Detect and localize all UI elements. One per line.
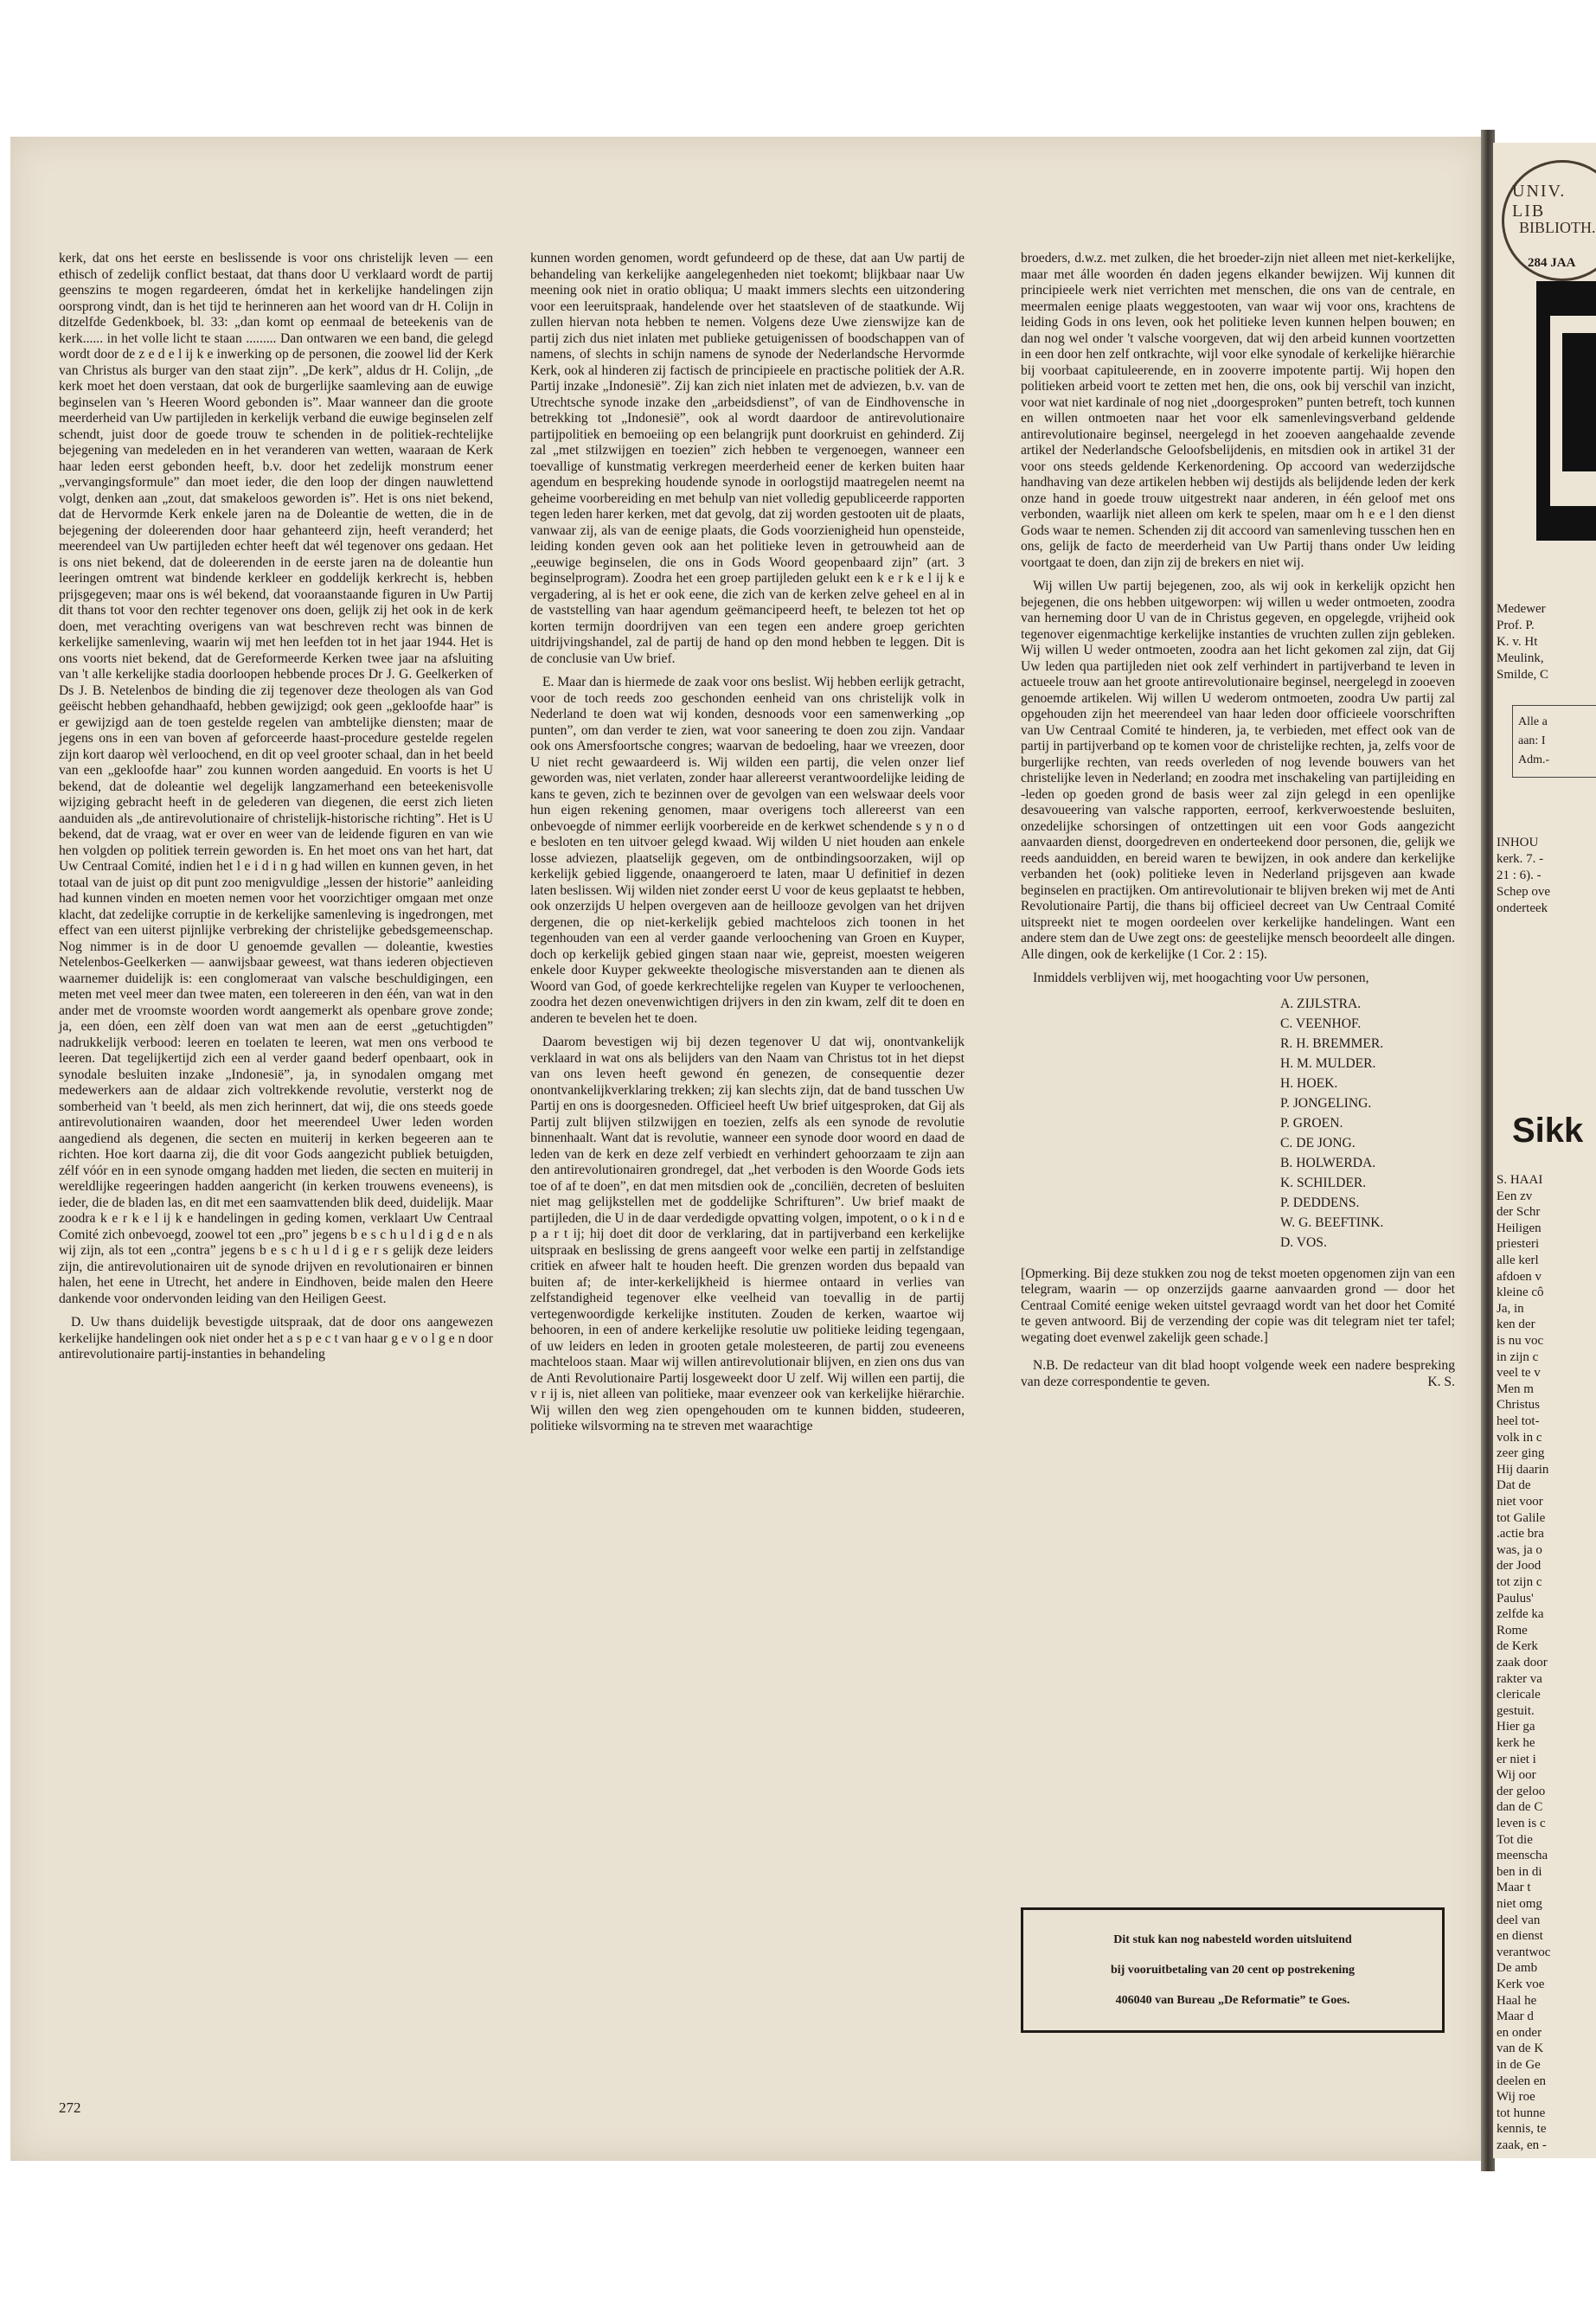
masthead-number: 284 JAA bbox=[1528, 256, 1576, 270]
text-fragment: der Jood bbox=[1497, 1559, 1542, 1574]
text-fragment: Haal he bbox=[1497, 1993, 1537, 2008]
editorial-remark: [Opmerking. Bij deze stukken zou nog de tekst moeten opgenomen zijn van een telegram, waarin — op onzerzijds gaarne aanvaarden grond — door het Centraal Comité eenige weken uitstel gevraagd wordt van het door het Comité te geven antwoord. Bij de verzending der copie was dit telegram niet ter tafel; wegating doet evenwel zakelijk geen schade.] bbox=[1021, 1266, 1455, 1345]
text-fragment: tot Galile bbox=[1497, 1510, 1546, 1525]
text-fragment: clericale bbox=[1497, 1688, 1541, 1702]
text-fragment: Dat de bbox=[1497, 1478, 1531, 1493]
text-fragment: kennis, te bbox=[1497, 2122, 1547, 2137]
signatory: H. M. MULDER. bbox=[1280, 1055, 1376, 1071]
text-fragment: Medewer bbox=[1497, 602, 1546, 616]
text-fragment: verantwoc bbox=[1497, 1945, 1551, 1959]
text-fragment: was, ja o bbox=[1497, 1542, 1542, 1557]
text-fragment: leven is c bbox=[1497, 1817, 1546, 1830]
text-fragment: Ja, in bbox=[1497, 1301, 1524, 1316]
paragraph: Daarom bevestigen wij bij dezen tegenover U dat wij, onontvankelijk verklaard in wat ons als belijders van den Naam van Christus tot in het diepst van ons leven heeft gewond én genezen, de consequentie dezer onontvankelijkverklaring trekken; zij kan slechts zijn, dat de band tusschen Uw Partij en ons is doorgesneden. Officieel heeft Uw brief uitgesproken, dat Gij als Partij zult blijven stilzwijgen en toezien, zelfs als een synode de revolutie binnenhaalt. Want dat is revolutie, wanneer een synode door woord en daad de leden van de kerk en deze zelf verbiedt en verhindert gehoorzaam te zijn aan den antirevolutionairen grondregel, dat „het verboden is den Woorde Gods iets toe of af te doen”, en dat men mitsdien ook de „conciliën, decreten of besluiten niet mag gelijkstellen met de goddelijke Schrifturen”. Uw brief maakt de partijleden, die U in de daar verdedigde opvatting volgen, impotent, o o k i n d e p a r t ij; hij doet dit door de verklaring, dat in partijverband een kerkelijke uitspraak en beslissing de grens aangeeft voor welke een partij in zelfstandige critiek en afweer halt te houden heeft. Die grenzen worden dus bepaald van buiten af; de inter-kerkelijkheid is hiermee ontaard in verlies van zelfstandigheid tegenover elke veelheid van toevallig in de partij vertegenwoordigde kerkelijke instituten. Zouden de kerken, waartoe wij behooren, in een of andere kerkelijke resolutie uw politieke leiding tegengaan, of uw leiders en leden in grooten getale molesteeren, de partij zou eveneens machteloos staan. Maar wij willen antirevolutionair blijven, en zien ons dus van de Anti Revolutionaire Partij losgeweekt door U zelf. Wij willen een partij, die v r ij is, niet alleen van politieke, maar evenzeer ook van kerkelijke hiërarchie. Wij willen den weg zien opengehouden om te kunnen bidden, studeeren, politieke wilsvorming na te streven met waarachtige bbox=[530, 1035, 965, 1433]
text-fragment: Hij daarin bbox=[1497, 1462, 1549, 1477]
editor-note bbox=[1021, 1358, 1455, 1390]
text-fragment: alle kerl bbox=[1497, 1253, 1539, 1267]
text-fragment: Hier ga bbox=[1497, 1720, 1535, 1734]
editor-note-text: N.B. De redacteur van dit blad hoopt volgende week een nadere bespreking van deze correspondentie te geven. bbox=[1021, 1358, 1455, 1389]
text-fragment: tot hunne bbox=[1497, 2106, 1546, 2120]
text-fragment: Rome bbox=[1497, 1623, 1528, 1638]
subscription-box bbox=[1512, 705, 1596, 778]
text-fragment: in zijn c bbox=[1497, 1349, 1539, 1364]
text-fragment: zaak door bbox=[1497, 1656, 1548, 1670]
text-fragment: .actie bra bbox=[1497, 1527, 1544, 1541]
text-column-1 bbox=[59, 251, 493, 1363]
text-fragment: zeer ging bbox=[1497, 1446, 1545, 1461]
text-fragment: meenscha bbox=[1497, 1849, 1548, 1863]
text-fragment: kerk he bbox=[1497, 1736, 1535, 1750]
text-fragment: volk in c bbox=[1497, 1430, 1542, 1445]
text-fragment: Maar d bbox=[1497, 2009, 1534, 2024]
text-fragment: niet voor bbox=[1497, 1495, 1543, 1509]
text-fragment: Wij oor bbox=[1497, 1768, 1536, 1783]
stamp-text: BIBLIOTH. bbox=[1519, 219, 1596, 236]
text-fragment: in de Ge bbox=[1497, 2058, 1541, 2072]
text-fragment: rakter va bbox=[1497, 1671, 1542, 1686]
text-fragment: Maar t bbox=[1497, 1881, 1531, 1895]
text-fragment: kleine cô bbox=[1497, 1285, 1544, 1300]
text-fragment: niet omg bbox=[1497, 1897, 1542, 1911]
text-fragment: Adm.- bbox=[1518, 753, 1550, 766]
signatory-list bbox=[1280, 994, 1455, 1253]
text-fragment: van de K bbox=[1497, 2041, 1544, 2056]
order-notice-box bbox=[1021, 1907, 1445, 2033]
text-fragment: is nu voc bbox=[1497, 1334, 1544, 1348]
text-fragment: Prof. P. bbox=[1497, 619, 1535, 632]
signatory: K. SCHILDER. bbox=[1280, 1175, 1367, 1190]
text-fragment: ken der bbox=[1497, 1317, 1535, 1332]
text-fragment: Wij roe bbox=[1497, 2090, 1535, 2105]
notice-line: bij vooruitbetaling van 20 cent op postrekening bbox=[1110, 1964, 1356, 1977]
text-fragment: tot zijn c bbox=[1497, 1575, 1542, 1589]
text-fragment: deel van bbox=[1497, 1913, 1541, 1927]
text-fragment: Tot die bbox=[1497, 1832, 1533, 1847]
text-fragment: aan: I bbox=[1518, 734, 1546, 747]
notice-line: 406040 van Bureau „De Reformatie” te Goes. bbox=[1115, 1994, 1350, 2007]
text-fragment: De amb bbox=[1497, 1961, 1538, 1976]
text-fragment: der Schr bbox=[1497, 1205, 1541, 1220]
text-fragment: kerk. 7. - bbox=[1497, 852, 1544, 866]
text-fragment: S. HAAI bbox=[1497, 1173, 1543, 1187]
text-fragment: Men m bbox=[1497, 1381, 1534, 1396]
article-heading: Sikk bbox=[1512, 1112, 1584, 1150]
text-fragment: en onder bbox=[1497, 2025, 1542, 2040]
text-fragment: zelfde ka bbox=[1497, 1607, 1544, 1622]
text-fragment: Christus bbox=[1497, 1398, 1541, 1413]
text-fragment: heel tot- bbox=[1497, 1414, 1540, 1428]
text-fragment: K. v. Ht bbox=[1497, 635, 1538, 649]
text-fragment: Kerk voe bbox=[1497, 1977, 1545, 1991]
masthead-logo bbox=[1536, 281, 1596, 541]
page-number: 272 bbox=[59, 2099, 81, 2116]
signatory: C. VEENHOF. bbox=[1280, 1016, 1362, 1031]
text-fragment: de Kerk bbox=[1497, 1639, 1538, 1654]
paragraph: broeders, d.w.z. met zulken, die het broeder-zijn niet alleen met niet-kerkelijke, maar met álle woorden én daden jegens elkander bewijzen. Wij kunnen dit principieele werk niet verrichten met menschen, die ons van de centrale, en meermalen eenige plaats weggestooten, van waar wij voor ons, krachtens de leiding Gods in ons leven, ook het politieke leven kunnen helpen bouwen; en dan nog wel onder 't valsche voorgeven, dat wij den arbeid kunnen voortzetten in een door hen zelf ontkrachte, wijl voor elke synodale of kerkelijke hiërarchie bij voorbaat capituleerende, en in zooverre impotente partij. Wij hopen den politieken arbeid voort te zetten met hen, die ons, ook bij verschil van inzicht, voor wat niet kardinale of nog niet „doorgesproken” punten betreft, toch kunnen en willen ontmoeten naar het voor elk samenlevingsverband geldende antirevolutionaire beginsel, neergelegd in het zooeven aangehaalde zevende artikel der Nederlandsche Geloofsbelijdenis, en mitsdien ook in artikel 31 der voor ons steeds geldende Kerkenordening. Op accoord van wederzijdsche handhaving van deze artikelen hebben wij destijds als belijdende leden der kerk onze hand in goede trouw uitgestrekt naar anderen, in één geloof met ons verbonden, waarlijk niet alleen om kerk te spelen, maar om h e e l den dienst Gods waar te nemen. Schenden zij dit accoord van samenleving tusschen hen en ons, gelijk de facto de meerderheid van Uw Partij thans onder Uw leiding voortgaat te doen, dan zijn zij de brekers en niet wij. bbox=[1021, 251, 1455, 570]
signatory: R. H. BREMMER. bbox=[1280, 1035, 1384, 1051]
text-fragment: Meulink, bbox=[1497, 651, 1544, 665]
text-fragment: er niet i bbox=[1497, 1752, 1536, 1766]
text-fragment: dan de C bbox=[1497, 1800, 1543, 1815]
text-fragment: Schep ove bbox=[1497, 885, 1551, 899]
text-fragment: Smilde, C bbox=[1497, 668, 1549, 682]
text-fragment: Alle a bbox=[1518, 715, 1548, 728]
signatory: P. JONGELING. bbox=[1280, 1095, 1372, 1111]
paragraph: D. Uw thans duidelijk bevestigde uitspraak, dat de door ons aangewezen kerkelijke handelingen ook niet onder het a s p e c t van haar g e v o l g e n door antirevolutionaire partij-instanties in behandeling bbox=[59, 1315, 493, 1362]
text-fragment: en dienst bbox=[1497, 1929, 1543, 1944]
paragraph: Wij willen Uw partij bejegenen, zoo, als wij ook in kerkelijk opzicht hen bejegenen, die ons hebben uitgeworpen: wij willen u weder ontmoeten, zoodra van herneming door U van de in Christus gegeven, en opgelegde, vrijheid ook tegenover eigenmachtige kerkelijke instanties de vruchten zullen zijn gebleken. Wij willen U weder ontmoeten, zoodra aan het licht gekomen zal zijn, dat Gij Uw leden qua partijleden niet ook zelf verhindert in partijverband te leven in actueele trouw aan het groote antirevolutionaire beginsel, neergelegd in zooeven genoemde artikelen. Wij willen U wederom ontmoeten, zoodra Uw partij zal opgehouden zijn het meerendeel van haar leden door officieele voorschriften van Uw Centraal Comité te hinderen, ja, te verbieden, met effect ook van de partij in partijverband op te komen voor de christelijke rechten, ja, zelfs voor de burgerlijke rechten, van reeds overleden of nog levende bouwers van het christelijke leven in Nederland; en zoodra met inschakeling van partijleiding en -leden op goeden grond de basis weer zal zijn gelegd in een openlijke desavoueering van valsche rapporten, eerroof, kerkverwoestende besluiten, onzedelijke schorsingen of ontzettingen uit een voor Gods aangezicht aanvaarden dienst, doorgedreven en onderteekend door personen, die, gelijk we reeds aanduidden, en bereid waren te bewijzen, in ook andere dan kerkelijke verbanden het (ook) politieke leven in Nederland prijsgeven aan kwade beginselen en practijken. Om antirevolutionair te blijven breken wij met de Anti Revolutionaire Partij, die thans bij officieel decreet van Uw Centraal Comité uitspreekt niet te mogen oordeelen over kerkelijke handelingen. Want een andere stem dan de Uwe zegt ons: de geestelijke mensch beoordeelt alle dingen. Alle dingen, ook de kerkelijke (1 Cor. 2 : 15). bbox=[1021, 579, 1455, 962]
text-fragment: gestuit. bbox=[1497, 1703, 1535, 1718]
next-page-edge bbox=[1493, 143, 1596, 2158]
signatory: P. GROEN. bbox=[1280, 1115, 1343, 1131]
text-fragment: 21 : 6). - bbox=[1497, 868, 1542, 882]
text-fragment: deelen en bbox=[1497, 2073, 1547, 2088]
paragraph: kunnen worden genomen, wordt gefundeerd op de these, dat aan Uw partij de behandeling van kerkelijke aangelegenheden niet toekomt; blijkbaar naar Uw meening ook niet in oratio obliqua; U maakt immers slechts een uitzondering voor een leeruitspraak, handelende over het staatsleven of de staatkunde. Wij zullen hiervan nota hebben te nemen. Volgens deze Uwe zienswijze kan de partij zich dus niet inlaten met publieke getuigenissen of boodschappen van of namens, of slechts in schijn namens de synode der Nederlandsche Hervormde Kerk, ook al hinderen zij factisch de principieele en practische politiek der A.R. Partij inzake „Indonesië”. Zij kan zich niet inlaten met de adviezen, b.v. van de Utrechtsche synode inzake den „arbeidsdienst”, of van de Eindhovensche in betrekking tot „Indonesië”, ook al wordt daardoor de antirevolutionaire partijpolitiek en bemoeiing op een belangrijk punt doorkruist en gehinderd. Zij zal „met stilzwijgen en toezien” zich hebben te vergenoegen, wanneer een toevallige of kunstmatig verkregen meerderheid eener de kerken buiten haar agendum en bespreking houdende synode in oorlogstijd maatregelen neemt na geheime voorbereiding en met behulp van niet volledig gepubliceerde rapporten tegen leden harer kerken, met dat gevolg, dat zij worden gestooten uit de plaats, vanwaar zij, als van de eenige plaats, die Gods voorzienigheid hun opensteide, leiding konden geven ook aan het politieke leven in getrouwheid aan de „eeuwige beginselen, die ons in Gods Woord geopenbaard zijn” (art. 3 beginselprogram). Zoodra het een groep partijleden gelukt een k e r k e l ij k e vergadering, al is het er ook eene, die zich van de kerken zelve geheel en al in de vaststelling van haar agendum geëmancipeerd heeft, te belezen tot het op korten termijn doordrijven van een tegen een andere groep gerichten uitdrijvingshandel, zal de partij de hand op den mond hebben te leggen. Dit is de conclusie van Uw brief. bbox=[530, 251, 965, 666]
signatory: A. ZIJLSTRA. bbox=[1280, 996, 1362, 1011]
paragraph: E. Maar dan is hiermede de zaak voor ons beslist. Wij hebben eerlijk getracht, voor de toch reeds zoo geschonden eenheid van ons christelijk volk in Nederland te doen wat wij konden, desnoods voor een samenwerking „op punten”, om dan verder te zien, wat voor saneering te doen zou zijn. Vandaar ook ons Amersfoortsche congres; waarvan de bedoeling, haar we vreezen, door U niet recht gewaardeerd is. Wij wilden een partij, die velen onzer lief geworden was, niet verlaten, zonder haar allereerst verantwoordelijke leiding de kans te geven, zich te bezinnen over de gevolgen van een welswaar deels voor hun eigen rekening genomen, maar overigens toch allereerst van een onbevoegde of nimmer eerlijk voorbereide en de kerkwet schendende s y n o d e besloten en ten uitvoer gelegd kwaad. Wij wilden U niet houden aan enkele losse adviezen, plaatselijk gegeven, om de ontbindingsoorzaken, wijl op kerkelijk gebied liggende, onaangeroerd te laten, maar U definitief in dezen laten beslissen. Wij wilden niet zonder eerst U voor de keus geplaatst te hebben, ook onzerzijds U helpen overgeven aan de heillooze gevolgen van het drijven dergenen, die op niet-kerkelijk gebied machteloos zich toonen in het tegenhouden van een al verder gaande verloochening van Groen en Kuyper, doch op kerkelijk gebied gingen staan naar wie, gepreist, moesten weigeren enkele door Kuyper gekweekte theologische misverstanden aan te dienen als Woord van God, of goede kerkrechtelijke regelen van Kuyper te verloochenen, zoodra het dezen onevenwichtigen drijvers in den zin kwam, zelf dit te doen en anderen te bevelen het te doen. bbox=[530, 675, 965, 1026]
signatory: H. HOEK. bbox=[1280, 1075, 1338, 1091]
text-column-3 bbox=[1021, 251, 1455, 1390]
stamp-text: UNIV. LIB bbox=[1512, 182, 1567, 221]
text-fragment: afdoen v bbox=[1497, 1269, 1542, 1284]
text-fragment: ben in di bbox=[1497, 1864, 1542, 1879]
text-fragment: onderteek bbox=[1497, 901, 1548, 915]
text-column-2 bbox=[530, 251, 965, 1435]
signatory: P. DEDDENS. bbox=[1280, 1195, 1360, 1210]
signatory: W. G. BEEFTINK. bbox=[1280, 1215, 1384, 1230]
notice-line: Dit stuk kan nog nabesteld worden uitsluitend bbox=[1113, 1933, 1352, 1946]
text-fragment: priesteri bbox=[1497, 1237, 1540, 1252]
text-fragment: veel te v bbox=[1497, 1366, 1541, 1381]
editor-initials: K. S. bbox=[1427, 1374, 1455, 1389]
text-fragment: Paulus' bbox=[1497, 1591, 1534, 1606]
closing-line: Inmiddels verblijven wij, met hoogachting voor Uw personen, bbox=[1033, 971, 1369, 985]
text-fragment: zaak, en - bbox=[1497, 2138, 1547, 2152]
signatory: B. HOLWERDA. bbox=[1280, 1155, 1376, 1170]
paragraph: kerk, dat ons het eerste en beslissende is voor ons christelijk leven — een ethisch of zedelijk conflict bestaat, dat thans door U verklaard wordt de partij geenszins te mogen regardeeren, ómdat het in kerkelijke handelingen zijn oorsprong vindt, dan is het tijd te herinneren aan het woord van dr H. Colijn in ditzelfde Gedenkboek, bl. 33: „dan komt op eenmaal de beteekenis van de kerk...... in het volle licht te staan ......... Dan ontwaren we een band, die gelegd wordt door de z e d e l ij k e inwerking op de personen, die zoowel lid der Kerk van Christus als burger van den staat zijn”. „De kerk”, aldus dr H. Colijn, „de kerk moet het doen verstaan, dat ook de burgerlijke saamleving aan de euwige beginselen van 's Heeren Woord gebonden is”. Maar wanneer dan die groote meerderheid van Uw partijleden in kerkelijk verband die euwige beginselen zelf schendt, juist door de goede trouw te schenden in de politiek-rechtelijke bejegening van medeleden en in het veranderen van wetten, waaraan de Kerk haar leden eerst gebonden heeft, b.v. door het zedelijk monstrum eener „vervangingsformule” dan moet ieder, die den loop der dingen nauwlettend volgt, denken aan „zout, dat smakeloos geworden is”. Het is ons niet bekend, dat de Hervormde Kerk enkele jaren na de Doleantie de wetten, die in de bejegening der doleerenden door haar gehanteerd zijn, heeft veranderd; het meerendeel van Uw partijleden echter heeft dat wél tegenover ons gedaan. Het is ons niet bekend, dat de doleerenden in de eerste jaren na de doleantie hun leeringen omtrent wat bindende kerkleer en goddelijk kerkrecht is, hebben prijsgegeven; maar ons is wél bekend, dat vooraanstaande figuren in Uw Partij dit thans tot voor den rechter tegenover ons doen, gelijk zij het ook in de kerk doen, met verachting overigens van wat beschreven recht was binnen de kerkelijke samenleving, waarin wij met hen leefden tot in het jaar 1944. Het is ons voorts niet bekend, dat de Gereformeerde Kerken twee jaar na afsluiting van 't alle kerkelijke stadia doorloopen hebbende proces Dr J. G. Geelkerken of Ds J. B. Netelenbos de binding die zij tegenover deze theologen als van God geëischt hebben gehandhaafd, hebben gewijzigd; ook geen „gekloofde haar” is er gewijzigd aan de toen gestelde regelen van ambtelijke diensten; maar de jegens ons in een van boven af geforceerde haast-procedure gestelde regelen zijn kort daarop wèl verloochend, en dit op veel grooter schaal, dan in het beeld van een „gekloofde haar” zou kunnen worden aangeduid. En voorts is het U bekend, dat de doleantie wel degelijk langzamerhand een beteekenisvolle wijziging gebracht heeft in de gelederen van diegenen, die eerst zich lieten aanduiden als „de antirevolutionaire of christelijk-historische richting”. Het is U bekend, dat de vraag, wat er over en weer van de leidende figuren en van wie hen volgden op politiek terrein geworden is. En het moet ons van het hart, dat Uw Centraal Comité, indien het l e i d i n g had willen en kunnen geven, in het totaal van de juist op dit punt zoo menigvuldige „lessen der historie” aanleiding had kunnen vinden en moeten nemen voor het voorzichtiger omgaan met onze klacht, dat zedelijke corruptie in de kerkelijke samenleving is ingedrongen, met effect van een uiterst pijnlijke verbreking der christelijke gebedsgemeenschap. Nog nimmer is in de door U genoemde gevallen — doleantie, kwesties Netelenbos-Geelkerken — aanwijsbaar geweest, wat thans iederen objectieven waarnemer duidelijk is: een conglomeraat van valsche beschuldigingen, een meten met veel meer dan twee maten, een tolereeren in den één, van wat in den ander met de vroomste woorden wordt aangemerkt als openbare grove zonde; ja, een dóen, een zèlf doen van wat men aan de eerst „getuchtigden” nadrukkelijk verbood: leeren en toelaten te leeren, wat men ons verbood te leeren. Dat tegelijkertijd zich een al verder gaand bederf openbaart, ook in synodale besluiten inzake „Indonesië”, ja, in synodalen omgang met medewerkers aan de aldaar zich voltrekkende revolutie, versterkt nog de somberheid van 't beeld, als men zich herinnert, dat wij, die ons steeds goede antirevolutionairen waanden, door het meerendeel Uwer leden worden aangediend als degenen, die secten en muiterij in kerken begeeren aan te richten. Hoe kort daarna zij, die dit voor Gods aangezicht publiek betuigden, zélf vóór en in een synode omgang hadden met lieden, die secten en muiterij in wereldlijke regeeringen hadden aangericht (in kerken trouwens eveneens), is ieder, die de bladen las, en dit met een saamvattenden blik deed, duidelijk. Maar zoodra k e r k e l ij k e handelingen in geding komen, verklaart Uw Centraal Comité zich onbevoegd, zoowel tot een „pro” jegens b e s c h u l d i g d e n als wij zijn, als tot een „contra” jegens b e s c h u l d i g e r s gelijk deze leiders zijn, die antirevolutionairen uit de synode drijven en revolutionairen er binnen halen, het eene in Utrecht, het andere in Eindhoven, beide malen den Heere dankende voor ondervonden leiding van den Heiligen Geest. bbox=[59, 251, 493, 1306]
text-fragment: Heiligen bbox=[1497, 1221, 1542, 1235]
signatory: C. DE JONG. bbox=[1280, 1135, 1356, 1150]
text-fragment: INHOU bbox=[1497, 836, 1539, 849]
text-fragment: der geloo bbox=[1497, 1784, 1546, 1798]
signatory: D. VOS. bbox=[1280, 1234, 1327, 1250]
text-fragment: Een zv bbox=[1497, 1189, 1533, 1203]
